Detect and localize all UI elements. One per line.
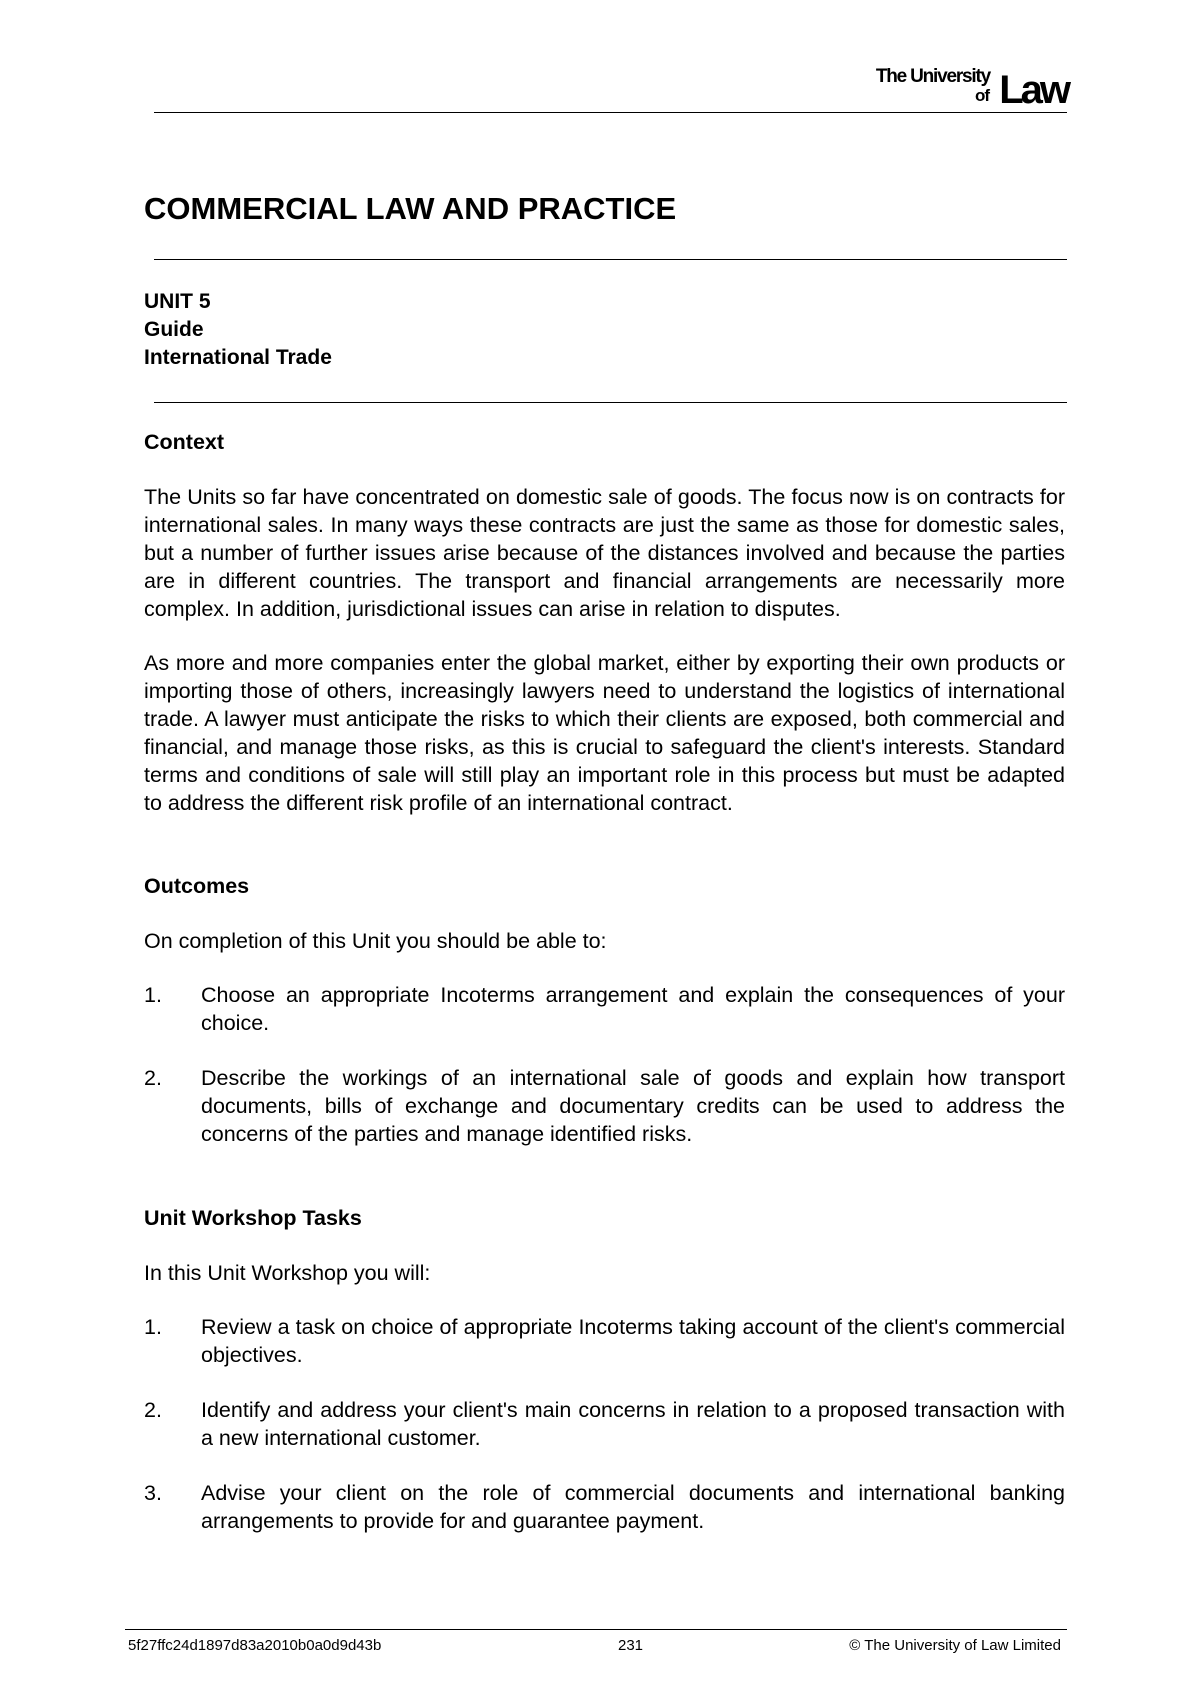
list-item-number: 1. <box>144 983 162 1007</box>
logo-text-of: of <box>974 86 989 105</box>
unit-info <box>144 288 332 372</box>
list-item-text: Identify and address your client's main concerns in relation to a proposed transaction with a new international customer. <box>201 1398 1065 1450</box>
logo-text-university: The University <box>875 66 990 87</box>
list-item-number: 1. <box>144 1315 162 1339</box>
list-item-number: 2. <box>144 1398 162 1422</box>
footer-doc-id: 5f27ffc24d1897d83a2010b0a0d9d43b <box>128 1637 382 1654</box>
logo-text-law: Law <box>999 68 1068 112</box>
unit-topic: International Trade <box>144 346 332 369</box>
section-spacer <box>144 843 1065 872</box>
header-rule <box>154 112 1067 113</box>
footer-rule <box>125 1629 1067 1630</box>
unit-type: Guide <box>144 318 204 341</box>
list-item <box>144 1313 1065 1369</box>
title-rule <box>154 259 1067 260</box>
list-item <box>144 1064 1065 1148</box>
page-title: COMMERCIAL LAW AND PRACTICE <box>144 191 677 226</box>
list-item-number: 3. <box>144 1481 162 1505</box>
document-body <box>144 428 1065 1562</box>
context-paragraph: As more and more companies enter the global market, either by exporting their own products or importing those of others, increasingly lawyers need to understand the logistics of international trade. A lawyer must anticipate the risks to which their clients are exposed, both commercial and financial, and manage those risks, as this is crucial to safeguard the client's interests. Standard terms and conditions of sale will still play an important role in this process but must be adapted to address the different risk profile of an international contract. <box>144 651 1065 815</box>
unit-rule <box>154 402 1067 403</box>
university-logo <box>862 66 1068 112</box>
workshop-intro: In this Unit Workshop you will: <box>144 1261 431 1285</box>
list-item-number: 2. <box>144 1066 162 1090</box>
footer-page-number: 231 <box>618 1637 644 1654</box>
context-heading: Context <box>144 430 225 454</box>
outcomes-intro: On completion of this Unit you should be able to: <box>144 929 607 953</box>
unit-number: UNIT 5 <box>144 290 211 313</box>
list-item-text: Describe the workings of an international sale of goods and explain how transport documents, bills of exchange and documentary credits can be used to address the concerns of the parties and manage identified risks. <box>201 1066 1065 1146</box>
list-item <box>144 981 1065 1037</box>
outcomes-heading: Outcomes <box>144 874 250 898</box>
footer-copyright: © The University of Law Limited <box>849 1637 1061 1654</box>
section-spacer <box>144 1175 1065 1204</box>
list-item-text: Review a task on choice of appropriate Incoterms taking account of the client's commercial objectives. <box>201 1315 1065 1367</box>
workshop-heading: Unit Workshop Tasks <box>144 1206 362 1230</box>
context-paragraph: The Units so far have concentrated on domestic sale of goods. The focus now is on contracts for international sales. In many ways these contracts are just the same as those for domestic sales, but a number of further issues arise because of the distances involved and because the parties are in different countries. The transport and financial arrangements are necessarily more complex. In addition, jurisdictional issues can arise in relation to disputes. <box>144 485 1065 621</box>
list-item-text: Advise your client on the role of commercial documents and international banking arrangements to provide for and guarantee payment. <box>201 1481 1065 1533</box>
list-item <box>144 1479 1065 1535</box>
list-item <box>144 1396 1065 1452</box>
list-item-text: Choose an appropriate Incoterms arrangement and explain the consequences of your choice. <box>201 983 1065 1035</box>
